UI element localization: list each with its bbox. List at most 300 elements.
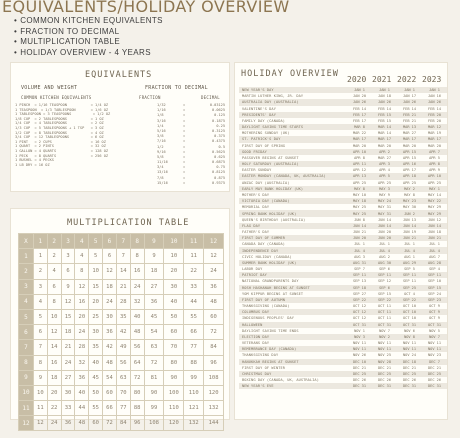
holiday-name: VETERANS DAY <box>242 341 270 346</box>
kitchen-row: 1 PECK = 8 QUARTS = 256 OZ <box>15 153 109 158</box>
product-cell: 77 <box>116 401 130 416</box>
holiday-name: QUEEN'S BIRTHDAY (AUSTRALIA) <box>242 217 306 222</box>
equals-sign: = <box>183 108 186 113</box>
product-cell: 70 <box>116 385 130 400</box>
product-cell: 16 <box>130 264 144 279</box>
product-cell: 45 <box>144 309 164 324</box>
product-cell: 5 <box>89 249 103 264</box>
product-cell: 42 <box>103 340 117 355</box>
toc-item: • MULTIPLICATION TABLE <box>14 37 163 48</box>
holiday-name: REMEMBRANCE DAY (CANADA) <box>242 347 297 352</box>
holiday-date: JAN 26 <box>378 100 391 105</box>
holiday-date: OCT 11 <box>378 316 391 321</box>
product-cell: 40 <box>75 385 89 400</box>
holiday-date: MAR 20 <box>353 143 366 148</box>
product-cell: 7 <box>116 249 130 264</box>
product-cell: 96 <box>130 416 144 431</box>
product-cell: 63 <box>116 370 130 385</box>
holiday-date: FEB 15 <box>378 112 391 117</box>
holiday-name: MOTHER'S DAY <box>242 193 270 197</box>
product-cell: 9 <box>144 249 164 264</box>
holiday-date: MAY 25 <box>353 211 366 216</box>
product-cell: 50 <box>164 309 184 324</box>
holiday-date: OCT 10 <box>403 316 416 321</box>
product-cell: 99 <box>144 401 164 416</box>
product-cell: 72 <box>144 355 164 370</box>
holiday-date: SEP 11 <box>428 273 441 278</box>
product-cell: 24 <box>103 294 117 309</box>
decimal-value: 0.25 <box>216 123 225 128</box>
product-cell: 18 <box>61 325 75 340</box>
product-cell: 36 <box>75 370 89 385</box>
product-cell: 44 <box>184 294 204 309</box>
column-header: 11 <box>184 234 204 249</box>
table-row <box>19 416 224 431</box>
product-cell: 96 <box>204 355 224 370</box>
holiday-name: INDEPENDENCE DAY <box>242 248 279 253</box>
holiday-date: JUL 4 <box>354 248 365 253</box>
holiday-date: MAY 18 <box>353 199 366 204</box>
holiday-date: APR 18 <box>403 174 416 179</box>
toc-item: • COMMON KITCHEN EQUIVALENTS <box>14 16 163 27</box>
product-cell: 35 <box>116 309 130 324</box>
fraction-value: 15/16 <box>157 180 168 185</box>
equals-sign: = <box>183 175 186 180</box>
holiday-date: JUN 19 <box>403 230 416 235</box>
holiday-date: MAR 22 <box>353 131 366 136</box>
holiday-date: JUN 20 <box>378 236 391 241</box>
decimal-value: 0.5 <box>218 144 225 149</box>
holiday-name: MOTHERING SUNDAY (UK) <box>242 131 290 136</box>
holiday-date: JUL 1 <box>404 242 415 247</box>
decimal-value: 0.875 <box>214 175 225 180</box>
product-cell: 10 <box>89 264 103 279</box>
column-header: 12 <box>204 234 224 249</box>
product-cell: 120 <box>204 385 224 400</box>
product-cell: 5 <box>33 309 47 324</box>
product-cell: 14 <box>116 264 130 279</box>
kitchen-equivalents-header: COMMON KITCHEN EQUIVALENTS <box>21 95 92 100</box>
product-cell: 56 <box>116 355 130 370</box>
holiday-date: OCT 11 <box>378 310 391 315</box>
holiday-date: APR 25 <box>428 180 441 185</box>
multiplication-panel <box>10 208 230 427</box>
holiday-date: SEP 15 <box>378 291 391 296</box>
holiday-date: AUG 29 <box>403 260 416 265</box>
row-header: 4 <box>19 294 34 309</box>
holiday-date: APR 7 <box>429 149 440 154</box>
holiday-name: PASSOVER BEGINS AT SUNSET <box>242 155 299 160</box>
holiday-date: NOV 2 <box>379 334 390 339</box>
row-header: 6 <box>19 325 34 340</box>
holiday-date: NOV 7 <box>379 328 390 333</box>
product-cell: 6 <box>61 264 75 279</box>
holiday-date: JUL 1 <box>354 242 365 247</box>
year-header: 2023 <box>422 75 442 84</box>
fraction-value: 1/16 <box>157 108 166 113</box>
holiday-date: NOV 3 <box>354 334 365 339</box>
holiday-date: DEC 26 <box>403 378 416 383</box>
product-cell: 44 <box>75 401 89 416</box>
holiday-date: APR 3 <box>379 162 390 167</box>
equals-sign: = <box>183 149 186 154</box>
fraction-value: 7/16 <box>157 139 166 144</box>
product-cell: 11 <box>33 401 47 416</box>
row-header: 10 <box>19 385 34 400</box>
kitchen-row: 1/8 CUP = 2 TABLESPOONS = 1 OZ <box>15 116 104 121</box>
holiday-date: MAR 12 <box>428 125 441 130</box>
holiday-date: MAY 3 <box>379 186 390 191</box>
holiday-date: MAR 17 <box>403 137 416 142</box>
product-cell: 60 <box>103 385 117 400</box>
holiday-name: VICTORIA DAY (CANADA) <box>242 199 290 204</box>
holiday-date: FEB 15 <box>378 118 391 123</box>
holiday-date: APR 15 <box>403 155 416 160</box>
product-cell: 144 <box>204 416 224 431</box>
column-header: 5 <box>89 234 103 249</box>
product-cell: 84 <box>116 416 130 431</box>
holiday-date: APR 15 <box>403 149 416 154</box>
holiday-date: JUN 14 <box>403 223 416 228</box>
product-cell: 99 <box>184 370 204 385</box>
holiday-date: SEP 4 <box>429 267 440 272</box>
product-cell: 12 <box>33 416 47 431</box>
product-cell: 56 <box>130 340 144 355</box>
product-cell: 110 <box>184 385 204 400</box>
holiday-date: APR 10 <box>353 149 366 154</box>
table-row <box>19 249 224 264</box>
holiday-date: APR 2 <box>379 149 390 154</box>
holiday-date: FEB 14 <box>428 106 441 111</box>
row-header: 3 <box>19 279 34 294</box>
equals-sign: = <box>183 103 186 107</box>
fraction-value: 1/4 <box>157 123 164 128</box>
equals-sign: = <box>183 123 186 128</box>
holiday-date: APR 9 <box>429 168 440 173</box>
holiday-date: MAR 17 <box>378 137 391 142</box>
product-cell: 9 <box>61 279 75 294</box>
equals-sign: = <box>183 160 186 165</box>
holiday-date: OCT 12 <box>353 310 366 315</box>
holiday-date: FEB 21 <box>403 118 416 123</box>
product-cell: 64 <box>130 355 144 370</box>
row-header: 7 <box>19 340 34 355</box>
holiday-date: NOV 11 <box>403 341 416 346</box>
holiday-name: ELECTION DAY <box>242 334 270 339</box>
holiday-date: SEP 27 <box>353 291 366 296</box>
holiday-name: ROSH HASHANAH BEGINS AT SUNSET <box>242 285 310 290</box>
table-row <box>19 234 224 249</box>
page-title: EQUIVALENTS/HOLIDAY OVERVIEW <box>2 0 290 16</box>
holiday-name: ANZAC DAY (AUSTRALIA) <box>242 180 290 185</box>
holiday-date: DEC 25 <box>353 371 366 376</box>
fraction-value: 1/32 <box>157 103 166 107</box>
holiday-name: INDIGENOUS PEOPLES' DAY <box>242 316 295 321</box>
holiday-date: OCT 31 <box>428 322 441 327</box>
holiday-date: NOV 23 <box>428 353 441 358</box>
product-cell: 12 <box>47 325 61 340</box>
product-cell: 12 <box>204 249 224 264</box>
holiday-date: SEP 22 <box>403 297 416 302</box>
holiday-date: DEC 31 <box>353 384 366 389</box>
holiday-date: OCT 9 <box>429 310 440 315</box>
product-cell: 8 <box>33 355 47 370</box>
product-cell: 121 <box>184 401 204 416</box>
product-cell: 80 <box>164 355 184 370</box>
product-cell: 120 <box>164 416 184 431</box>
product-cell: 100 <box>164 385 184 400</box>
holiday-date: DEC 21 <box>353 365 366 370</box>
product-cell: 12 <box>103 264 117 279</box>
product-cell: 20 <box>47 385 61 400</box>
fraction-list <box>137 103 227 186</box>
fraction-col-header: FRACTION <box>139 95 161 100</box>
holiday-date: SEP 13 <box>353 279 366 284</box>
product-cell: 66 <box>184 325 204 340</box>
holiday-date: DEC 7 <box>429 359 440 364</box>
holiday-date: DEC 25 <box>428 371 441 376</box>
decimal-value: 0.125 <box>214 113 225 118</box>
holiday-date: MAR 17 <box>353 137 366 142</box>
decimal-value: 0.5625 <box>212 149 225 154</box>
holiday-name: SUMMER BANK HOLIDAY (UK) <box>242 260 297 265</box>
holiday-date: AUG 31 <box>353 260 366 265</box>
product-cell: 77 <box>184 340 204 355</box>
holiday-name: EARLY MAY BANK HOLIDAY (UK) <box>242 186 304 191</box>
decimal-value: 0.75 <box>216 165 225 170</box>
holiday-name: HOLY SATURDAY (AUSTRALIA) <box>242 162 299 167</box>
holiday-list <box>239 87 447 389</box>
kitchen-row: 1 TABLESPOON = 3 TEASPOONS = 1/2 OZ <box>15 112 111 117</box>
holiday-panel <box>234 62 448 420</box>
product-cell: 16 <box>75 294 89 309</box>
product-cell: 30 <box>103 309 117 324</box>
holiday-date: DEC 21 <box>378 365 391 370</box>
holiday-name: NEW YEAR'S EVE <box>242 384 274 389</box>
holiday-name: FIRST DAY OF AUTUMN <box>242 297 286 302</box>
kitchen-row: 1 TEASPOON = 1/3 TABLESPOON = 1/6 OZ <box>15 107 109 112</box>
holiday-date: JAN 26 <box>428 100 441 105</box>
product-cell: 12 <box>61 294 75 309</box>
product-cell: 25 <box>89 309 103 324</box>
column-header: 4 <box>75 234 89 249</box>
holiday-name: MEMORIAL DAY <box>242 205 270 210</box>
holiday-date: MAY 8 <box>404 193 415 197</box>
holiday-date: JAN 18 <box>378 94 391 99</box>
fraction-value: 11/16 <box>157 160 168 165</box>
holiday-date: SEP 22 <box>378 297 391 302</box>
product-cell: 63 <box>144 340 164 355</box>
holiday-date: DEC 26 <box>378 378 391 383</box>
holiday-date: NOV 6 <box>404 328 415 333</box>
product-cell: 48 <box>204 294 224 309</box>
holiday-date: SEP 5 <box>404 267 415 272</box>
holiday-date: FEB 20 <box>428 112 441 117</box>
product-cell: 16 <box>47 355 61 370</box>
product-cell: 27 <box>144 279 164 294</box>
holiday-date: MAY 29 <box>428 211 441 216</box>
row-header: 8 <box>19 355 34 370</box>
holiday-date: MAY 10 <box>353 193 366 197</box>
holiday-date: APR 8 <box>354 155 365 160</box>
holiday-date: MAR 8 <box>354 125 365 130</box>
product-cell: 2 <box>33 264 47 279</box>
product-cell: 22 <box>47 401 61 416</box>
holiday-date: MAY 1 <box>429 186 440 191</box>
holiday-date: APR 17 <box>403 168 416 173</box>
holiday-date: DEC 25 <box>403 371 416 376</box>
column-header: 3 <box>61 234 75 249</box>
table-row <box>19 325 224 340</box>
volume-weight-header: VOLUME AND WEIGHT <box>21 85 78 91</box>
product-cell: 20 <box>89 294 103 309</box>
holiday-name: CIVIC HOLIDAY (CANADA) <box>242 254 292 259</box>
holiday-date: JAN 17 <box>403 94 416 99</box>
product-cell: 2 <box>47 249 61 264</box>
multiplication-title: MULTIPLICATION TABLE <box>67 218 190 228</box>
product-cell: 32 <box>75 355 89 370</box>
holiday-date: JAN 26 <box>403 100 416 105</box>
holiday-date: MAY 14 <box>428 193 441 197</box>
holiday-date: JAN 26 <box>353 100 366 105</box>
holiday-date: NOV 26 <box>353 353 366 358</box>
holiday-date: NOV 28 <box>378 359 391 364</box>
holiday-title: HOLIDAY OVERVIEW <box>241 69 339 79</box>
product-cell: 36 <box>204 279 224 294</box>
product-cell: 7 <box>33 340 47 355</box>
holiday-name: GOOD FRIDAY <box>242 149 267 154</box>
holiday-date: NOV 11 <box>428 341 441 346</box>
holiday-date: JUN 14 <box>428 223 441 228</box>
equals-sign: = <box>183 170 186 175</box>
holiday-date: OCT 31 <box>378 322 391 327</box>
product-cell: 1 <box>33 249 47 264</box>
holiday-date: FEB 17 <box>353 118 366 123</box>
product-cell: 66 <box>103 401 117 416</box>
product-cell: 60 <box>164 325 184 340</box>
holiday-date: NOV 11 <box>428 347 441 352</box>
holiday-row <box>239 383 447 389</box>
holiday-name: HANUKKAH BEGINS AT SUNSET <box>242 359 299 364</box>
column-header: 10 <box>164 234 184 249</box>
holiday-date: MAR 13 <box>403 125 416 130</box>
fraction-decimal-header: FRACTION TO DECIMAL <box>145 85 208 91</box>
holiday-date: MAR 27 <box>378 155 391 160</box>
holiday-date: DEC 25 <box>378 371 391 376</box>
holiday-date: NOV 24 <box>403 353 416 358</box>
holiday-date: JUL 1 <box>379 242 390 247</box>
fraction-value: 7/8 <box>157 175 164 180</box>
product-cell: 80 <box>130 385 144 400</box>
holiday-date: NOV 11 <box>378 341 391 346</box>
product-cell: 48 <box>130 325 144 340</box>
holiday-date: MAR 19 <box>428 131 441 136</box>
holiday-date: OCT 10 <box>403 310 416 315</box>
holiday-date: FEB 17 <box>353 112 366 117</box>
holiday-date: APR 25 <box>403 180 416 185</box>
product-cell: 81 <box>144 370 164 385</box>
fraction-value: 3/16 <box>157 118 166 123</box>
table-row <box>19 340 224 355</box>
row-header: 1 <box>19 249 34 264</box>
holiday-date: APR 8 <box>429 162 440 167</box>
holiday-name: FATHER'S DAY <box>242 230 270 235</box>
holiday-date: JUN 12 <box>428 217 441 222</box>
row-header: 11 <box>19 401 34 416</box>
product-cell: 90 <box>164 370 184 385</box>
holiday-date: APR 12 <box>353 168 366 173</box>
holiday-date: NOV 25 <box>378 353 391 358</box>
table-row <box>19 401 224 416</box>
holiday-date: JUN 20 <box>378 230 391 235</box>
product-cell: 10 <box>164 249 184 264</box>
holiday-date: MAR 27 <box>403 131 416 136</box>
holiday-name: THANKSGIVING DAY <box>242 353 279 358</box>
product-cell: 36 <box>144 294 164 309</box>
product-cell: 70 <box>164 340 184 355</box>
holiday-date: DEC 31 <box>403 384 416 389</box>
fraction-value: 9/16 <box>157 149 166 154</box>
product-cell: 6 <box>47 279 61 294</box>
product-cell: 4 <box>33 294 47 309</box>
holiday-date: MAY 9 <box>379 193 390 197</box>
holiday-date: JAN 1 <box>379 88 390 93</box>
kitchen-row: 3/4 CUP = 12 TABLESPOONS = 6 OZ <box>15 135 104 140</box>
holiday-date: JAN 1 <box>429 88 440 93</box>
product-cell: 12 <box>75 279 89 294</box>
kitchen-row: 1/4 CUP = 4 TABLESPOONS = 2 OZ <box>15 121 104 126</box>
product-cell: 10 <box>47 309 61 324</box>
holiday-date: JUL 4 <box>404 248 415 253</box>
product-cell: 20 <box>75 309 89 324</box>
holiday-date: SEP 6 <box>379 267 390 272</box>
decimal-value: 0.9375 <box>212 180 225 185</box>
holiday-date: MAY 23 <box>403 199 416 204</box>
holiday-date: MAY 22 <box>428 199 441 204</box>
product-cell: 21 <box>116 279 130 294</box>
holiday-date: SEP 6 <box>379 285 390 290</box>
holiday-name: DAYLIGHT SAVING TIME ENDS <box>242 328 299 333</box>
holiday-date: FEB 14 <box>378 106 391 111</box>
holiday-date: SEP 25 <box>403 285 416 290</box>
holiday-date: AUG 3 <box>354 254 365 259</box>
product-cell: 132 <box>184 416 204 431</box>
product-cell: 40 <box>130 309 144 324</box>
product-cell: 60 <box>89 416 103 431</box>
column-header: 2 <box>47 234 61 249</box>
table-row <box>19 294 224 309</box>
holiday-date: FEB 21 <box>403 112 416 117</box>
holiday-date: OCT 4 <box>404 291 415 296</box>
holiday-name: FLAG DAY <box>242 223 261 228</box>
fraction-value: 1/8 <box>157 113 164 118</box>
product-cell: 4 <box>75 249 89 264</box>
holiday-date: OCT 12 <box>353 316 366 321</box>
kitchen-row: 1/3 CUP = 5 TABLESPOONS + 1 TSP = 3 OZ <box>15 125 104 130</box>
holiday-date: MAY 2 <box>404 186 415 191</box>
holiday-date: APR 5 <box>379 174 390 179</box>
product-cell: 90 <box>144 385 164 400</box>
product-cell: 84 <box>204 340 224 355</box>
holiday-date: SEP 18 <box>353 285 366 290</box>
equivalents-panel <box>10 62 230 192</box>
product-cell: 15 <box>89 279 103 294</box>
table-row <box>19 309 224 324</box>
product-cell: 18 <box>103 279 117 294</box>
holiday-date: DEC 10 <box>353 359 366 364</box>
row-header: 2 <box>19 264 34 279</box>
product-cell: 50 <box>89 385 103 400</box>
